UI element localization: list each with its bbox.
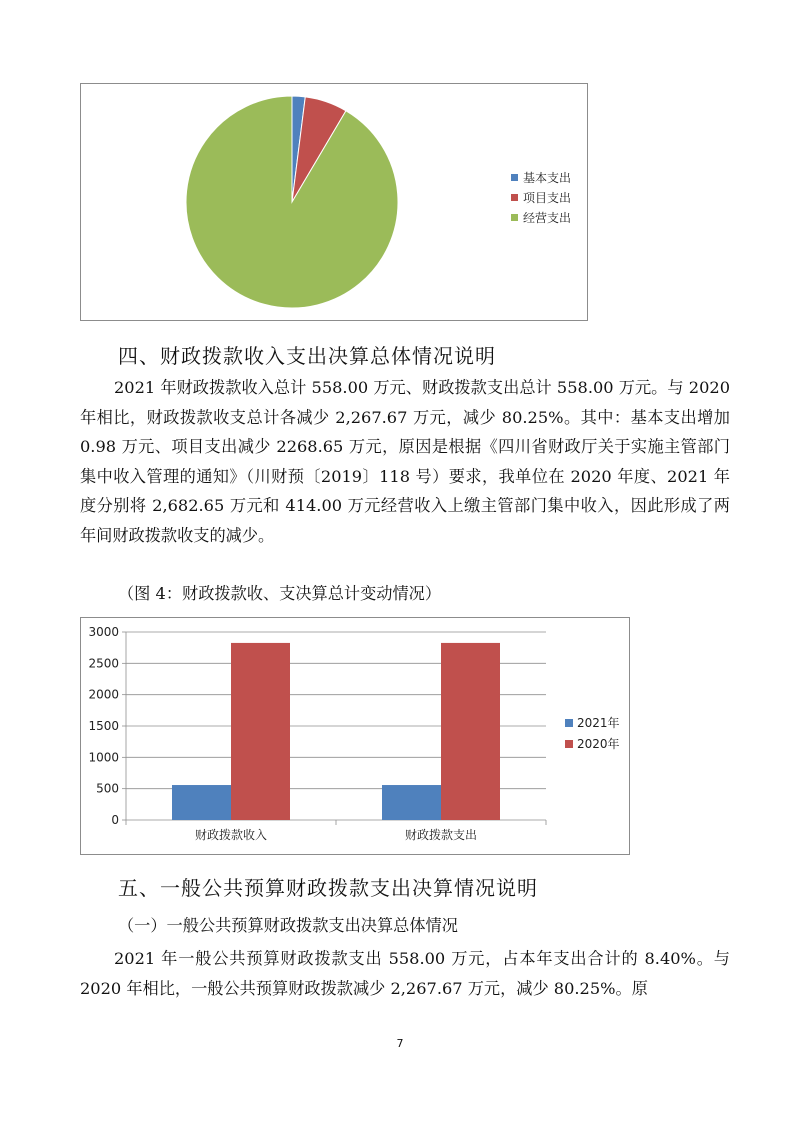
bar-chart-canvas [81, 618, 631, 856]
x-category-label: 财政拨款支出 [404, 828, 478, 842]
pie-chart [80, 83, 588, 321]
legend-swatch [511, 214, 518, 221]
y-tick-label: 1500 [88, 719, 119, 733]
bar-1-1 [441, 643, 500, 820]
legend-label: 基本支出 [523, 171, 572, 185]
legend-label: 2020年 [577, 737, 620, 751]
legend-swatch [565, 740, 573, 748]
bar-0-1 [231, 643, 290, 820]
figure-caption: （图 4：财政拨款收、支决算总计变动情况） [118, 584, 442, 603]
subsection-heading: （一）一般公共预算财政拨款支出决算总体情况 [118, 916, 458, 935]
pie-slice-2 [186, 96, 398, 308]
y-tick-label: 2000 [88, 687, 119, 702]
legend-label: 项目支出 [523, 191, 572, 205]
x-category-label: 财政拨款收入 [194, 828, 268, 842]
y-tick-label: 2500 [88, 656, 119, 671]
y-tick-label: 3000 [88, 625, 119, 639]
legend-label: 2021年 [577, 716, 620, 730]
legend-label: 经营支出 [523, 211, 572, 225]
section-heading: 五、一般公共预算财政拨款支出决算情况说明 [118, 876, 538, 900]
y-tick-label: 0 [111, 813, 119, 827]
legend-swatch [565, 719, 573, 727]
bar-chart [80, 617, 630, 855]
pie-chart-canvas [81, 84, 589, 322]
page-number: 7 [396, 1037, 404, 1050]
section-heading: 四、财政拨款收入支出决算总体情况说明 [118, 344, 496, 368]
y-tick-label: 1000 [88, 750, 119, 765]
legend-swatch [511, 174, 518, 181]
bar-0-0 [172, 785, 231, 820]
body-paragraph: 2021 年一般公共预算财政拨款支出 558.00 万元，占本年支出合计的 8.40%。与 2020 年相比，一般公共预算财政拨款减少 2,267.67 万元，减少 80.25%。原 [80, 949, 730, 998]
y-tick-label: 500 [96, 781, 119, 796]
bar-1-0 [382, 785, 441, 820]
body-paragraph: 2021 年财政拨款收入总计 558.00 万元、财政拨款支出总计 558.00 万元。与 2020 年相比，财政拨款收支总计各减少 2,267.67 万元，减少 80.25%。其中：基本支出增加 0.98 万元、项目支出减少 2268.65 万元，原因是根据《四川省财政厅关于实施主管部门集中收入管理的通知》（川财预〔2019〕118 号）要求，我单位在 2020 年度、2021 年度分别将 2,682.65 万元和 414.00 万元经营收入上缴主管部门集中收入，因此形成了两年间财政拨款收支的减少。 [80, 378, 730, 545]
legend-swatch [511, 194, 518, 201]
